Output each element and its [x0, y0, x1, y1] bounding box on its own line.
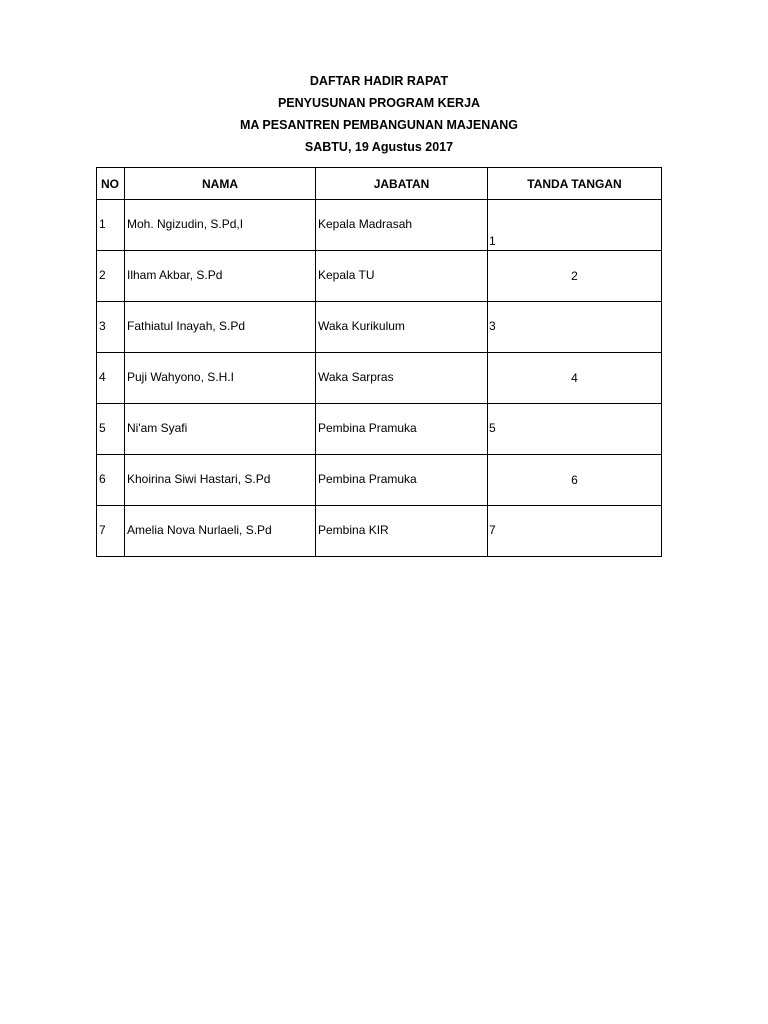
meeting-date: SABTU, 19 Agustus 2017 — [304, 140, 454, 154]
cell-no — [97, 302, 125, 353]
member-position: Waka Sarpras — [318, 370, 394, 384]
table-row — [97, 404, 662, 455]
table-row — [97, 353, 662, 404]
cell-jabatan — [316, 455, 488, 506]
cell-tanda-tangan — [488, 353, 662, 404]
document-subtitle: PENYUSUNAN PROGRAM KERJA — [277, 96, 481, 110]
cell-no — [97, 455, 125, 506]
member-position: Pembina Pramuka — [318, 472, 417, 486]
signature-number: 5 — [489, 421, 496, 435]
cell-tanda-tangan — [488, 506, 662, 557]
table-row — [97, 302, 662, 353]
row-number: 4 — [99, 370, 106, 384]
attendance-table — [96, 167, 662, 557]
table-row — [97, 455, 662, 506]
member-name: Puji Wahyono, S.H.I — [127, 370, 234, 384]
member-name: Moh. Ngizudin, S.Pd,I — [127, 217, 244, 231]
signature-number: 2 — [571, 269, 578, 283]
row-number: 5 — [99, 421, 106, 435]
cell-jabatan — [316, 302, 488, 353]
institution-name: MA PESANTREN PEMBANGUNAN MAJENANG — [239, 118, 519, 132]
document-title: DAFTAR HADIR RAPAT — [309, 74, 449, 88]
member-position: Pembina Pramuka — [318, 421, 417, 435]
cell-nama — [125, 302, 316, 353]
column-header-no: NO — [97, 168, 125, 200]
cell-nama — [125, 200, 316, 251]
member-name: Amelia Nova Nurlaeli, S.Pd — [127, 523, 272, 537]
cell-jabatan — [316, 251, 488, 302]
cell-no — [97, 506, 125, 557]
row-number: 3 — [99, 319, 106, 333]
member-name: Ilham Akbar, S.Pd — [127, 268, 223, 282]
member-name: Ni'am Syafi — [127, 421, 188, 435]
cell-nama — [125, 251, 316, 302]
cell-jabatan — [316, 506, 488, 557]
cell-tanda-tangan — [488, 302, 662, 353]
row-number: 1 — [99, 217, 106, 231]
cell-jabatan — [316, 200, 488, 251]
cell-tanda-tangan — [488, 404, 662, 455]
cell-nama — [125, 506, 316, 557]
signature-number: 3 — [489, 319, 496, 333]
table-row — [97, 200, 662, 251]
row-number: 7 — [99, 523, 106, 537]
cell-no — [97, 404, 125, 455]
member-name: Fathiatul Inayah, S.Pd — [127, 319, 246, 333]
member-name: Khoirina Siwi Hastari, S.Pd — [127, 472, 271, 486]
cell-tanda-tangan — [488, 251, 662, 302]
signature-number: 4 — [571, 371, 578, 385]
cell-nama — [125, 404, 316, 455]
cell-jabatan — [316, 404, 488, 455]
cell-jabatan — [316, 353, 488, 404]
column-header-tanda-tangan: TANDA TANGAN — [488, 168, 662, 200]
table-row — [97, 251, 662, 302]
cell-nama — [125, 455, 316, 506]
member-position: Kepala TU — [318, 268, 375, 282]
cell-tanda-tangan — [488, 200, 662, 251]
cell-nama — [125, 353, 316, 404]
member-position: Waka Kurikulum — [318, 319, 405, 333]
table-row — [97, 506, 662, 557]
signature-number: 1 — [489, 234, 496, 248]
signature-number: 7 — [489, 523, 496, 537]
column-header-jabatan: JABATAN — [316, 168, 488, 200]
member-position: Pembina KIR — [318, 523, 389, 537]
row-number: 6 — [99, 472, 106, 486]
cell-no — [97, 200, 125, 251]
member-position: Kepala Madrasah — [318, 217, 413, 231]
signature-number: 6 — [571, 473, 578, 487]
cell-no — [97, 353, 125, 404]
cell-tanda-tangan — [488, 455, 662, 506]
row-number: 2 — [99, 268, 106, 282]
document-header — [0, 70, 758, 158]
table-header-row — [97, 168, 662, 200]
cell-no — [97, 251, 125, 302]
column-header-nama: NAMA — [125, 168, 316, 200]
